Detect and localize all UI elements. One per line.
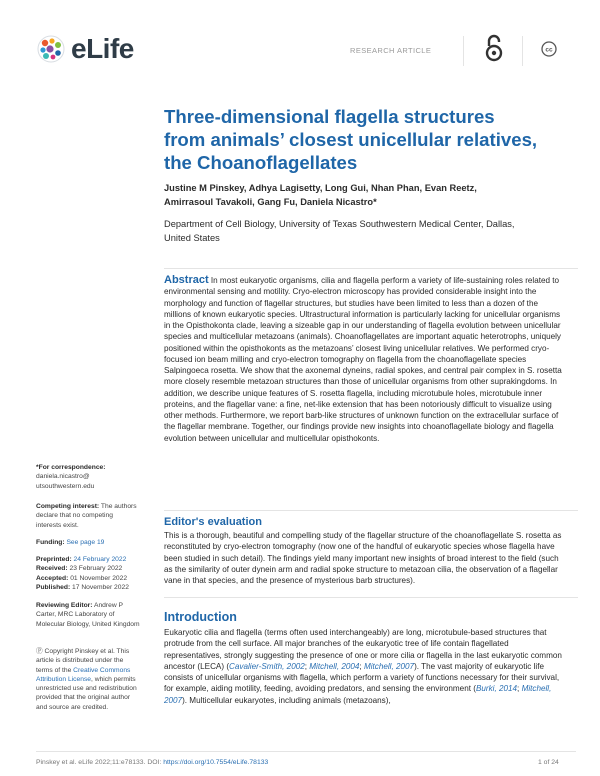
correspondence-block — [36, 463, 140, 491]
article-title — [164, 105, 574, 174]
published-label: Published: — [36, 583, 71, 591]
header-divider — [522, 36, 523, 66]
history-dates — [36, 555, 140, 592]
article-type: RESEARCH ARTICLE — [350, 46, 432, 55]
elife-logo[interactable] — [36, 33, 134, 65]
copyright-text: , which permits unrestricted use and redistribution provided that the original author and source are credited. — [36, 675, 137, 711]
competing-text: The authors declare that no competing interests exist. — [36, 503, 137, 529]
citation-text: Pinskey et al. eLife 2022;11:e78133. — [36, 759, 146, 766]
introduction-paragraph — [164, 627, 568, 706]
correspondence-email[interactable]: utsouthwestern.edu — [36, 482, 95, 490]
evaluation-text: This is a thorough, beautiful and compelling study of the flagellar structure of the choanoflagellate S. rosetta as reconstituted by cryo-electron tomography (now one of the handful of eukaryotic species whose flagella have been studied in such detail). The findings yield many important new insights of broad interest to the field (such as the similarity of outer dynein arm and radial spoke structure to metazoan cilia, the observation of a flagellar vane in that species, and the presence of mysterious barb structures). — [164, 531, 562, 585]
creative-commons-icon[interactable] — [541, 41, 557, 57]
cc-badge-label: cc — [545, 46, 553, 54]
citation-link[interactable]: Mitchell, 2007 — [164, 684, 552, 705]
funding-label: Funding: — [36, 539, 65, 546]
doi-link[interactable]: https://doi.org/10.7554/eLife.78133 — [163, 759, 269, 766]
correspondence-label: *For correspondence: — [36, 464, 106, 471]
intro-text: ; — [517, 684, 522, 694]
abstract-text: In most eukaryotic organisms, cilia and flagella perform a variety of life-sustaining roles related to environmental sensing and motility. Cryo-electron microscopy has provided considerable insight into the morphology and function of flagellar structures, but studies have been limited to less than a dozen of the millions of known eukaryotic species. Ultrastructural information is particularly lacking for unicellular organisms in the Opisthokonta clade, leaving a sizeable gap in our understanding of flagella evolution between unicellular species and multicellular metazoans (animals). Choanoflagellates are important aquatic heterotrophs, uniquely positioned within the opisthokonts as the metazoans’ closest living unicellular relatives. We performed cryo-focused ion beam milling and cryo-electron tomography on flagella from the choanoflagellate species Salpingoeca rosetta. We show that the axonemal dyneins, radial spokes, and central pair complex in S. rosetta more closely resemble metazoan structures than those of unicellular organisms from other suprakingdoms. In addition, we describe unique features of S. rosetta flagella, including microtubule holes, microtubule inner proteins, and the flagellar vane: a fine, net-like extension that has been notoriously difficult to visualize using other methods. Furthermore, we report barb-like structures of unknown function on the extracellular surface of the flagellar membrane. Together, our findings provide new insights into choanoflagellate biology and flagella evolution between unicellular and multicellular opisthokonts. — [164, 276, 562, 443]
received-label: Received: — [36, 565, 68, 573]
editor-text: Andrew P Carter, MRC Laboratory of Molecular Biology, United Kingdom — [36, 602, 140, 628]
section-divider — [164, 597, 578, 598]
accepted-date: 01 November 2022 — [70, 574, 128, 582]
intro-text: ; — [359, 661, 364, 671]
accepted-label: Accepted: — [36, 574, 69, 582]
editor-label: Reviewing Editor: — [36, 602, 93, 609]
author-list — [164, 182, 574, 209]
logo-text: eLife — [71, 33, 134, 64]
published-date: 17 November 2022 — [72, 583, 129, 591]
competing-label: Competing interest: — [36, 503, 100, 510]
received-date: 23 February 2022 — [69, 565, 123, 573]
section-divider — [164, 510, 578, 511]
correspondence-email[interactable]: daniela.nicastro@ — [36, 473, 90, 481]
preprinted-label: Preprinted: — [36, 556, 72, 563]
author-line[interactable]: Amirrasoul Tavakoli, Gang Fu, Daniela Nicastro* — [164, 196, 377, 207]
funding-link[interactable]: See page 19 — [66, 539, 105, 546]
doi-label: DOI: — [147, 759, 162, 766]
abstract-label: Abstract — [164, 274, 209, 286]
footer-citation — [36, 759, 268, 766]
title-line: Three-dimensional flagella structures — [164, 106, 495, 127]
competing-interest — [36, 502, 140, 530]
open-access-icon[interactable] — [483, 33, 505, 63]
citation-link[interactable]: Burki, 2014 — [475, 684, 518, 694]
title-line: from animals’ closest unicellular relatives, — [164, 129, 538, 150]
reviewing-editor — [36, 601, 140, 629]
citation-link[interactable]: Mitchell, 2004 — [309, 661, 360, 671]
affiliation-line: United States — [164, 232, 220, 243]
funding — [36, 538, 140, 547]
citation-link[interactable]: Cavalier-Smith, 2002 — [229, 661, 305, 671]
page-number: 1 of 24 — [538, 759, 559, 766]
copyright — [36, 647, 140, 712]
title-line: the Choanoflagellates — [164, 152, 358, 173]
intro-text: ; — [304, 661, 310, 671]
evaluation-heading: Editor's evaluation — [164, 516, 262, 528]
section-divider — [164, 268, 578, 269]
intro-text: ). Multicellular eukaryotes, including animals (metazoans), — [182, 695, 391, 705]
citation-link[interactable]: Mitchell, 2007 — [363, 661, 415, 671]
author-line[interactable]: Justine M Pinskey, Adhya Lagisetty, Long Gui, Nhan Phan, Evan Reetz, — [164, 183, 477, 193]
affiliation — [164, 218, 584, 245]
header-divider — [463, 36, 464, 66]
preprinted-date[interactable]: 24 February 2022 — [73, 556, 127, 563]
elife-logo-icon — [36, 34, 66, 64]
introduction-heading: Introduction — [164, 610, 237, 624]
license-link[interactable]: Creative Commons Attribution License — [36, 666, 131, 683]
intro-text: ). The vast majority of eukaryotic life consists of unicellular organisms with flagella, which perform a variety of functions necessary for their survival, for example, aiding motility, feeding, avoiding predators, and sensing the environment ( — [164, 661, 560, 694]
copyright-text: Copyright Pinskey et al. This article is distributed under the terms of the — [36, 648, 130, 674]
copyright-icon: Ⓟ — [36, 648, 45, 655]
intro-text: Eukaryotic cilia and flagella (terms often used interchangeably) are long, microtubule-based structures that protrude from the cell surface. All major branches of the eukaryotic tree of life contain flagellated representatives, strongly suggesting the presence of one or more cilia or flagella in the last eukaryotic common ancestor (LECA) ( — [164, 628, 562, 671]
abstract — [164, 275, 564, 444]
affiliation-line: Department of Cell Biology, University of Texas Southwestern Medical Center, Dallas, — [164, 219, 515, 229]
footer-divider — [36, 751, 576, 752]
